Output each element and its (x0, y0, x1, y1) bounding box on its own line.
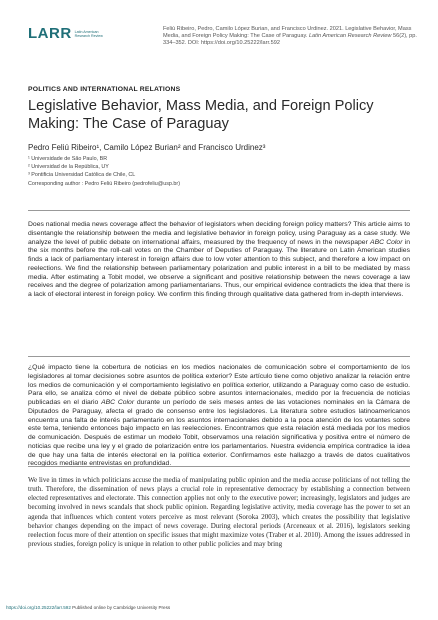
corresponding-author: Corresponding author : Pedro Feliú Ribeiro (pedrofeliu@usp.br) (28, 181, 180, 187)
page-footer (6, 605, 170, 610)
abstract-en-part2: in the six months before the roll-call votes on the Chamber of Deputies of Paraguay. The literature on Latin American studies finds a lack of parliamentary interest in foreign affairs due to low voter attention to this subject, and therefore a low impact on reelections. We find the relationship between parliamentary polarization and public interest in a bill to be mediated by mass media. After estimating a Tobit model, we observe a significant and positive relationship between the news coverage a law receives and the degree of polarization among parliamentarians. Thus, our empirical evidence contradicts the idea that there is a lack of electoral interest in foreign policy. We confirm this finding through qualitative data gathered from in-depth interviews. (28, 238, 410, 298)
citation-suffix: 56(2), pp. 334–352. DOI: https://doi.org/10.25222/larr.592 (163, 33, 417, 46)
divider-middle (28, 356, 410, 357)
abstract-en-newspaper: ABC Color (370, 238, 403, 246)
citation-prefix: Feliú Ribeiro, Pedro, Camilo López Burian, and Francisco Urdinez. 2021. Legislative Behavior, Mass Media, and Foreign Policy Making: The Case of Paraguay. (163, 26, 412, 39)
abstract-english (28, 221, 410, 300)
abstract-es-part1: ¿Qué impacto tiene la cobertura de noticias en los medios nacionales de comunicación sobre el comportamiento de los legisladores al tomar decisiones sobre asuntos de política exterior? Este artículo tiene como objetivo analizar la relación entre los medios de comunicación y el comportamiento legislativo en política exterior, utilizando a Paraguay como caso de estudio. Para ello, se analiza cómo el nivel de debate público sobre asuntos internacionales, medido por la frecuencia de noticias publicadas en el diario (28, 364, 410, 406)
divider-bottom (28, 466, 410, 467)
affiliation-3: ³ Pontificia Universidad Católica de Chile, CL (28, 172, 136, 178)
body-paragraph: We live in times in which politicians accuse the media of manipulating public opinion and the media accuse politicians of not telling the truth. Therefore, the dissemination of news plays a crucial role in representative democracy by establishing a connection between elected representatives and electorate. This connection applies not only to the executive power; increasingly, legislators and judges are becoming involved in news scandals that shock public opinion. Regarding legislative activity, media coverage has the power to set an agenda that influences which content voters perceive as most relevant (Soroka 2003), which creates the possibility that legislative behavior changes depending on the impact of news coverage. During electoral periods (Arceneaux et al. 2016), legislators seeking reelection focus more of their attention on specific issues that might maximize votes (Traber et al. 2010). Among the issues addressed in previous studies, foreign policy is unique in relation to other public policies and may bring (28, 476, 410, 549)
abstract-es-newspaper: ABC Color (101, 399, 135, 406)
doi-link[interactable]: https://doi.org/10.25222/larr.592 (6, 605, 71, 610)
publisher-note: Published online by Cambridge University Press (70, 605, 171, 610)
abstract-spanish (28, 364, 410, 469)
divider-top (28, 210, 410, 211)
article-title: Legislative Behavior, Mass Media, and Foreign Policy Making: The Case of Paraguay (28, 98, 374, 132)
affiliation-1: ¹ Universidade de São Paulo, BR (28, 156, 108, 162)
logo-wordmark: LARR (28, 25, 72, 42)
citation-journal: Latin American Research Review (308, 33, 392, 39)
abstract-es-part2: durante un período de seis meses antes de las votaciones nominales en la Cámara de Diputados de Paraguay, afecta el grado de consenso entre los legisladores. La literatura sobre estudios latinoamericanos encuentra una falta de interés parlamentario en los asuntos internacionales debido a la poca atención de los votantes sobre este tema, teniendo entonces bajo impacto en las reelecciones. Encontramos que esta relación está mediada por los medios de comunicación. Después de estimar un modelo Tobit, observamos una relación significativa y positiva entre el número de noticias que recibe una ley y el grado de polarización entre los parlamentarios. Nuestra evidencia empírica contradice la idea de que hay una falta de interés electoral en la política exterior. Confirmamos este hallazgo a través de datos cualitativos recogidos mediante entrevistas en profundidad. (28, 399, 411, 468)
affiliation-2: ² Universidad de la República, UY (28, 164, 109, 170)
section-label: POLITICS AND INTERNATIONAL RELATIONS (28, 86, 181, 93)
abstract-en-part1: Does national media news coverage affect the behavior of legislators when deciding foreign policy matters? This article aims to disentangle the relationship between the media and legislative behavior in foreign policy, using Paraguay as a case study. We analyze the level of public debate on international affairs, measured by the frequency of news in the newspaper (28, 221, 410, 246)
citation-text (163, 26, 428, 47)
logo-subtitle: Latin American Research Review (74, 30, 103, 39)
journal-logo[interactable] (28, 26, 115, 42)
page-header (28, 26, 418, 56)
author-list: Pedro Feliú Ribeiro¹, Camilo López Burian² and Francisco Urdinez³ (28, 143, 266, 152)
